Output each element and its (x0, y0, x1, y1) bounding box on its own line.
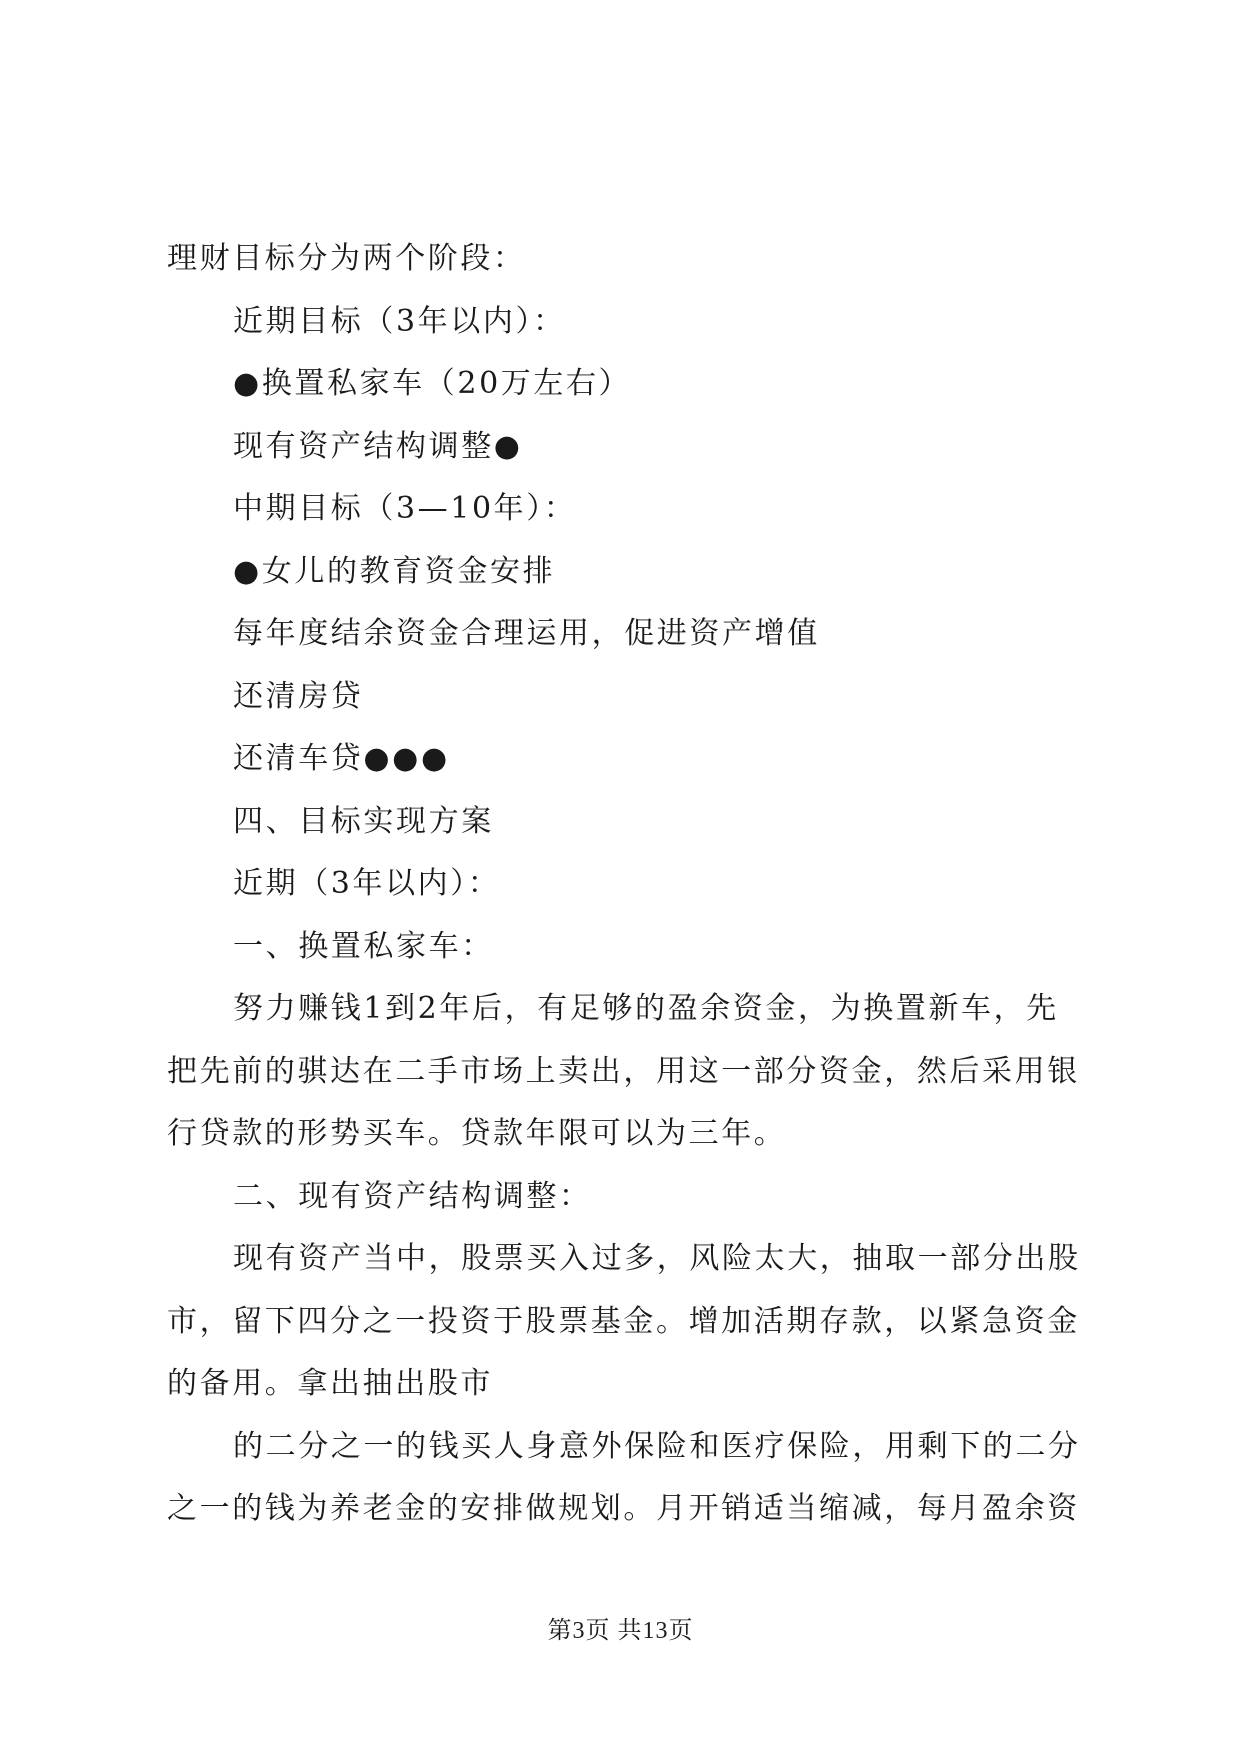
paragraph-line: 现有资产结构调整● (233, 428, 523, 464)
paragraph-line: ●女儿的教育资金安排 (233, 553, 556, 589)
paragraph-line: 近期（3年以内）： (233, 866, 501, 901)
paragraph-line: 还清房贷 (233, 678, 364, 714)
paragraph-line: 的二分之一的钱买人身意外保险和医疗保险，用剩下的二分 (233, 1428, 1081, 1464)
paragraph-line: 近期目标（3年以内）： (233, 303, 566, 339)
page-number-footer: 第3页 共13页 (547, 1618, 694, 1644)
paragraph-line: 中期目标（3—10年）： (233, 491, 577, 526)
paragraph-line: 还清车贷●●● (233, 741, 450, 776)
paragraph-line: 现有资产当中，股票买入过多，风险太大，抽取一部分出股 (233, 1241, 1081, 1276)
subsection-heading: 一、换置私家车： (233, 928, 494, 964)
paragraph-line: 努力赚钱1到2年后，有足够的盈余资金，为换置新车，先 (233, 991, 1059, 1026)
document-body (167, 228, 1085, 1541)
paragraph-line: 之一的钱为养老金的安排做规划。月开销适当缩减，每月盈余资 (167, 1491, 1080, 1526)
paragraph-line: 把先前的骐达在二手市场上卖出，用这一部分资金，然后采用银 (167, 1053, 1080, 1089)
subsection-heading: 二、现有资产结构调整： (233, 1178, 592, 1214)
paragraph-line: 行贷款的形势买车。贷款年限可以为三年。 (167, 1116, 787, 1151)
paragraph-line: 的备用。拿出抽出股市 (167, 1366, 493, 1401)
paragraph-line: 市，留下四分之一投资于股票基金。增加活期存款，以紧急资金 (167, 1303, 1080, 1339)
paragraph-line: ●换置私家车（20万左右） (233, 366, 632, 401)
paragraph-line: 理财目标分为两个阶段： (167, 241, 526, 276)
section-heading: 四、目标实现方案 (233, 803, 494, 839)
paragraph-line: 每年度结余资金合理运用，促进资产增值 (233, 616, 820, 651)
